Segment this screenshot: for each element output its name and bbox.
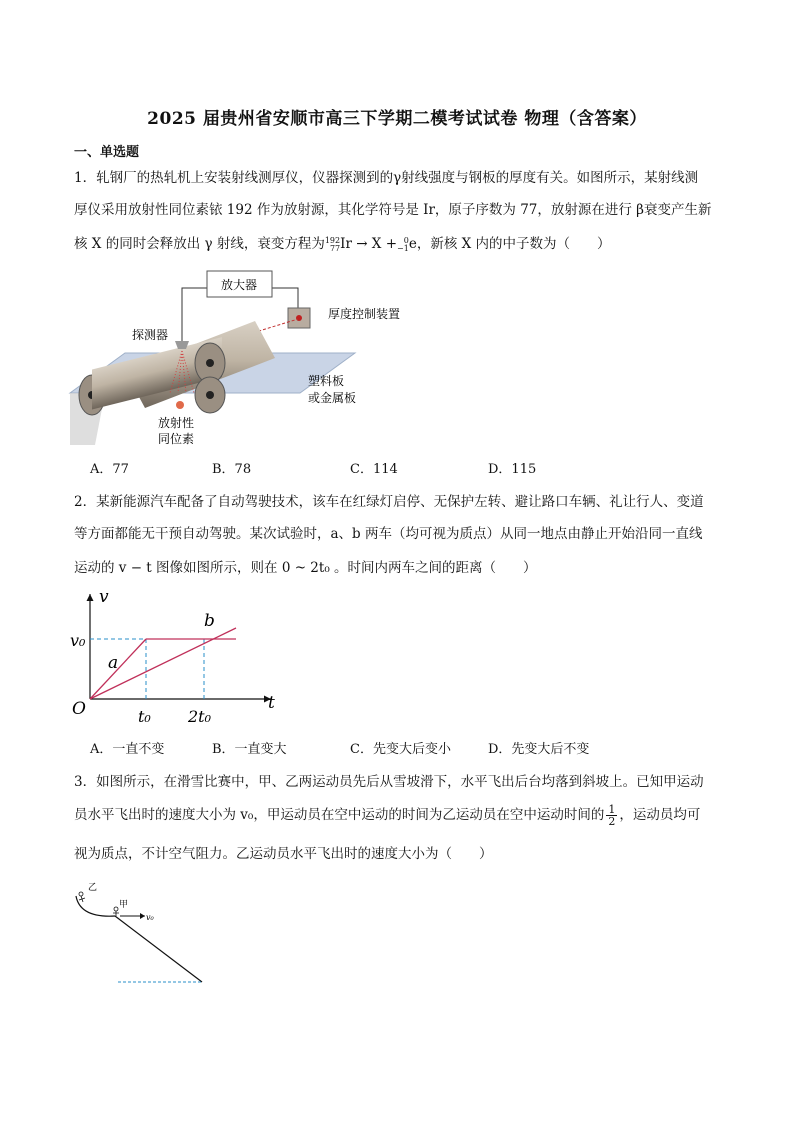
section-heading: 一、单选题: [74, 145, 140, 160]
electron-mass-number: 0: [403, 235, 409, 245]
q3-text-line3: 视为质点，不计空气阻力。乙运动员水平飞出时的速度大小为（ ）: [74, 846, 493, 862]
t-axis-label: t: [268, 693, 275, 713]
ir-atomic-number: 77: [329, 243, 341, 253]
q1-text-line3-end: ，新核 X 内的中子数为（ ）: [416, 236, 611, 252]
q1-options: [90, 458, 536, 477]
skier-yi-icon: [79, 892, 85, 902]
q1-text-line1: 1．轧钢厂的热轧机上安装射线测厚仪，仪器探测到的γ射线强度与钢板的厚度有关。如图所示，某射线测: [74, 170, 699, 186]
plate-label-1: 塑料板: [308, 374, 345, 388]
q1-option-c[interactable]: C．114: [350, 462, 398, 477]
fraction-one-half: [606, 804, 617, 827]
q2-text-line2: 等方面都能无干预自动驾驶。某次试验时，a、b 两车（均可视为质点）从同一地点由静止开始沿同一直线: [74, 526, 703, 542]
q2-text-line3: 运动的 v − t 图像如图所示，则在 0 ~ 2t₀ 。时间内两车之间的距离（ ）: [74, 560, 537, 576]
plate-label-2: 或金属板: [308, 391, 357, 405]
q1-option-a[interactable]: A．77: [90, 462, 129, 477]
jia-label: 甲: [119, 900, 129, 910]
q1-option-b[interactable]: B．78: [212, 462, 252, 477]
line-b-label: b: [204, 611, 215, 631]
q1-text-line3-start: 核 X 的同时会释放出 γ 射线，衰变方程为: [74, 236, 325, 252]
fraction-numerator: 1: [608, 803, 616, 816]
t0-label: t₀: [138, 707, 151, 726]
detector-label: 探测器: [132, 328, 169, 342]
electron-symbol: e: [408, 236, 417, 252]
fraction-denominator: 2: [608, 815, 616, 828]
landing-slope: [115, 916, 202, 982]
source-label-2: 同位素: [158, 432, 195, 446]
q1-text-line2: 厚仪采用放射性同位素铱 192 作为放射源，其化学符号是 Ir，原子序数为 77，放射源在进行 β衰变产生新: [74, 202, 712, 218]
origin-label: O: [72, 699, 86, 719]
thickness-gauge-figure: [70, 263, 401, 448]
q2-option-c[interactable]: C．先变大后变小: [350, 742, 451, 757]
q1-option-d[interactable]: D．115: [488, 462, 537, 477]
source-label-1: 放射性: [158, 416, 195, 430]
v0-label: v₀: [70, 631, 86, 650]
ir-mass-number: 192: [324, 235, 341, 245]
electron-charge-number: −1: [397, 243, 409, 253]
2t0-label: 2t₀: [188, 707, 212, 726]
q1-text-line3: [74, 232, 724, 253]
v-axis-label: v: [99, 587, 109, 607]
q2-options: [90, 738, 589, 757]
q2-option-b[interactable]: B．一直变大: [212, 742, 287, 757]
q2-option-a[interactable]: A．一直不变: [90, 742, 165, 757]
equation-body: Ir → X +: [340, 236, 398, 252]
amplifier-label: 放大器: [220, 278, 258, 292]
q3-text-line2-start: 员水平飞出时的速度大小为 v₀，甲运动员在空中运动的时间为乙运动员在空中运动时间的: [74, 807, 605, 823]
page-title: 2025 届贵州省安顺市高三下学期二模考试试卷 物理（含答案）: [147, 109, 647, 129]
q2-option-d[interactable]: D．先变大后不变: [488, 742, 590, 757]
decay-equation: [325, 236, 417, 253]
line-a-label: a: [108, 653, 119, 673]
q3-text-line2-end: ，运动员均可: [619, 807, 701, 823]
q3-text-line1: 3．如图所示，在滑雪比赛中，甲、乙两运动员先后从雪坡滑下，水平飞出后台均落到斜坡上。已知甲运动: [74, 774, 704, 790]
q2-text-line1: 2．某新能源汽车配备了自动驾驶技术，该车在红绿灯启停、无保护左转、避让路口车辆、礼让行人、变道: [74, 494, 704, 510]
controller-label: 厚度控制装置: [328, 307, 401, 321]
yi-label: 乙: [88, 883, 98, 893]
vt-graph: [66, 586, 286, 731]
q3-text-line2: [74, 803, 724, 827]
ski-jump-figure: [70, 876, 220, 991]
v0-figure-label: v₀: [146, 913, 154, 922]
